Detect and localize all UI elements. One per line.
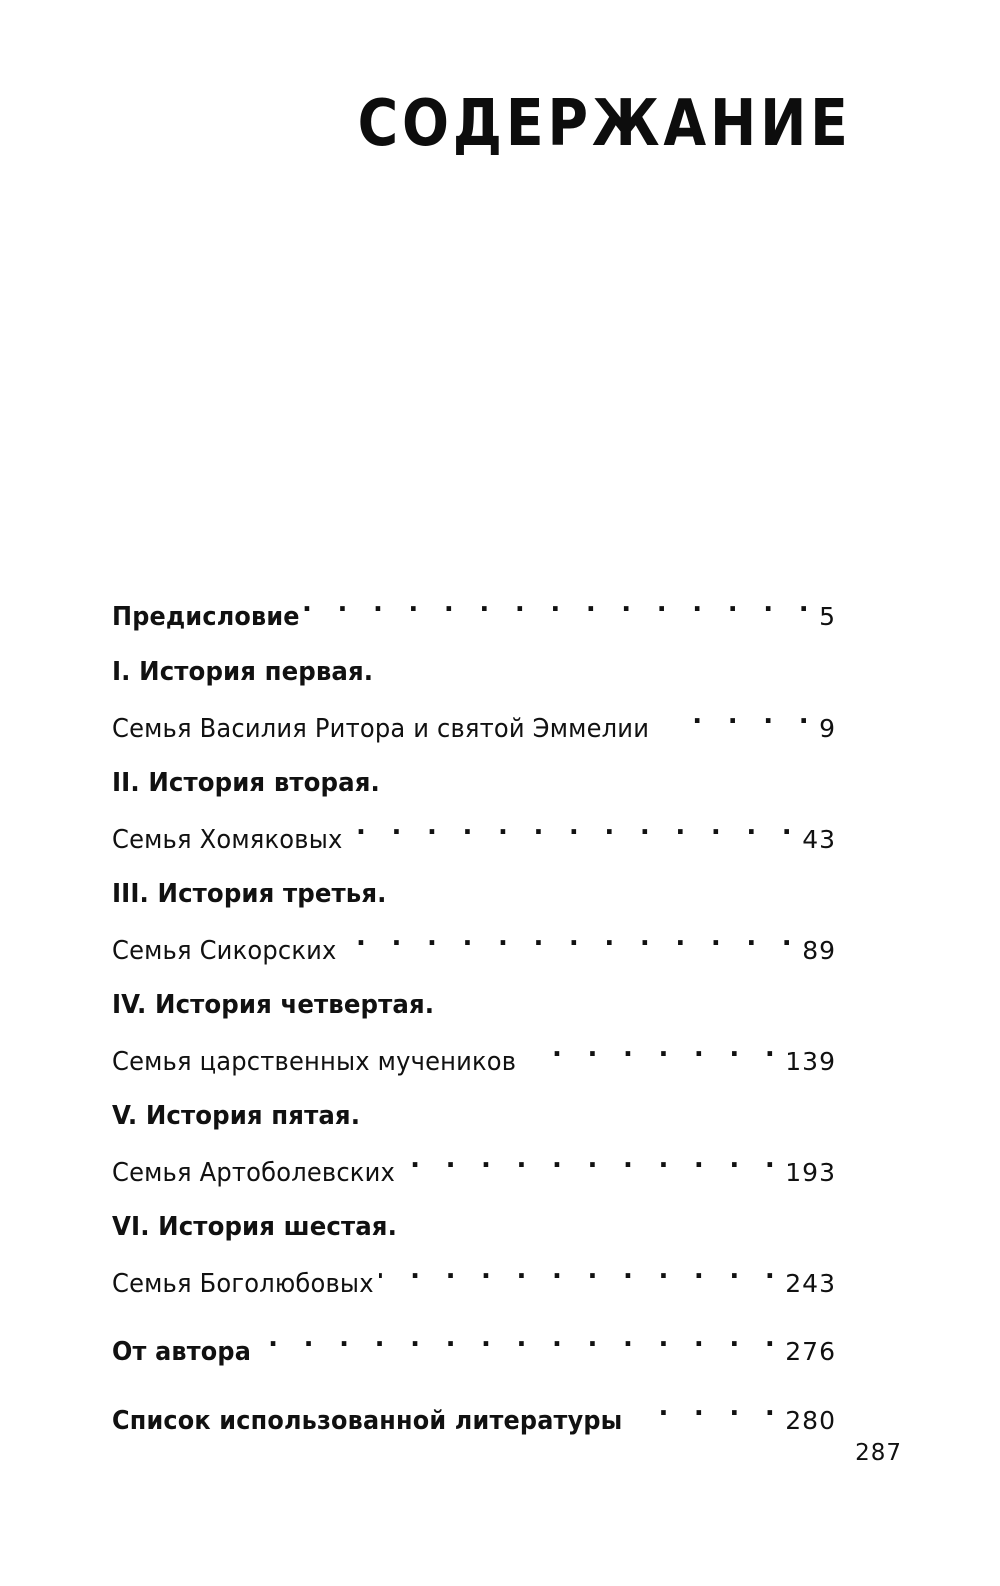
dot-leader <box>339 916 796 959</box>
toc-entry-chapter-6 <box>112 1206 836 1299</box>
toc-entry-chapter-1 <box>112 651 836 744</box>
page-number-footer: 287 <box>855 1440 902 1466</box>
toc-entry-bibliography <box>112 1386 836 1436</box>
chapter-heading: I. История первая. <box>112 657 374 687</box>
toc-line <box>112 1027 836 1077</box>
dot-leader <box>533 1027 780 1070</box>
toc-page-number: 280 <box>785 1406 836 1435</box>
chapter-heading: IV. История четвертая. <box>112 990 435 1020</box>
table-of-contents <box>112 582 836 1455</box>
toc-entry-chapter-3 <box>112 873 836 966</box>
toc-entry-chapter-5 <box>112 1095 836 1188</box>
toc-entry-afterword <box>112 1317 836 1367</box>
chapter-heading: VI. История шестая. <box>112 1212 397 1242</box>
dot-leader <box>298 582 813 625</box>
toc-page-number: 43 <box>802 825 836 854</box>
dot-leader <box>676 694 814 737</box>
dot-leader <box>346 805 796 848</box>
chapter-heading: III. История третья. <box>112 879 387 909</box>
toc-line <box>112 916 836 966</box>
toc-entry-label: Список использованной литературы <box>112 1406 623 1436</box>
toc-page-number: 276 <box>785 1337 836 1366</box>
toc-line <box>112 1386 836 1436</box>
toc-line <box>112 582 836 632</box>
toc-entry-label: Семья Боголюбовых <box>112 1269 374 1299</box>
toc-entry-preface <box>112 582 836 632</box>
dot-leader <box>402 1138 779 1181</box>
toc-page-number: 5 <box>819 602 836 631</box>
toc-entry-chapter-4 <box>112 984 836 1077</box>
toc-page-number: 243 <box>785 1269 836 1298</box>
chapter-heading: V. История пятая. <box>112 1101 361 1131</box>
chapter-heading: II. История вторая. <box>112 768 380 798</box>
toc-line <box>112 694 836 744</box>
toc-entry-label: Семья царственных мучеников <box>112 1047 517 1077</box>
toc-entry-chapter-2 <box>112 762 836 855</box>
toc-line <box>112 1249 836 1299</box>
toc-line <box>112 1138 836 1188</box>
toc-entry-label: Семья Артоболевских <box>112 1158 396 1188</box>
toc-entry-label: Семья Василия Ритора и святой Эммелии <box>112 714 650 744</box>
toc-page-number: 9 <box>819 714 836 743</box>
toc-page-number: 193 <box>785 1158 836 1187</box>
toc-page-number: 139 <box>785 1047 836 1076</box>
dot-leader <box>245 1317 779 1360</box>
toc-line <box>112 1317 836 1367</box>
page-title: СОДЕРЖАНИЕ <box>357 87 852 161</box>
toc-entry-label: Семья Хомяковых <box>112 825 343 855</box>
toc-entry-label: От автора <box>112 1337 252 1367</box>
dot-leader <box>379 1249 779 1292</box>
toc-page-number: 89 <box>802 936 836 965</box>
toc-line <box>112 805 836 855</box>
dot-leader <box>649 1386 779 1429</box>
toc-entry-label: Семья Сикорских <box>112 936 337 966</box>
toc-entry-label: Предисловие <box>112 602 300 632</box>
